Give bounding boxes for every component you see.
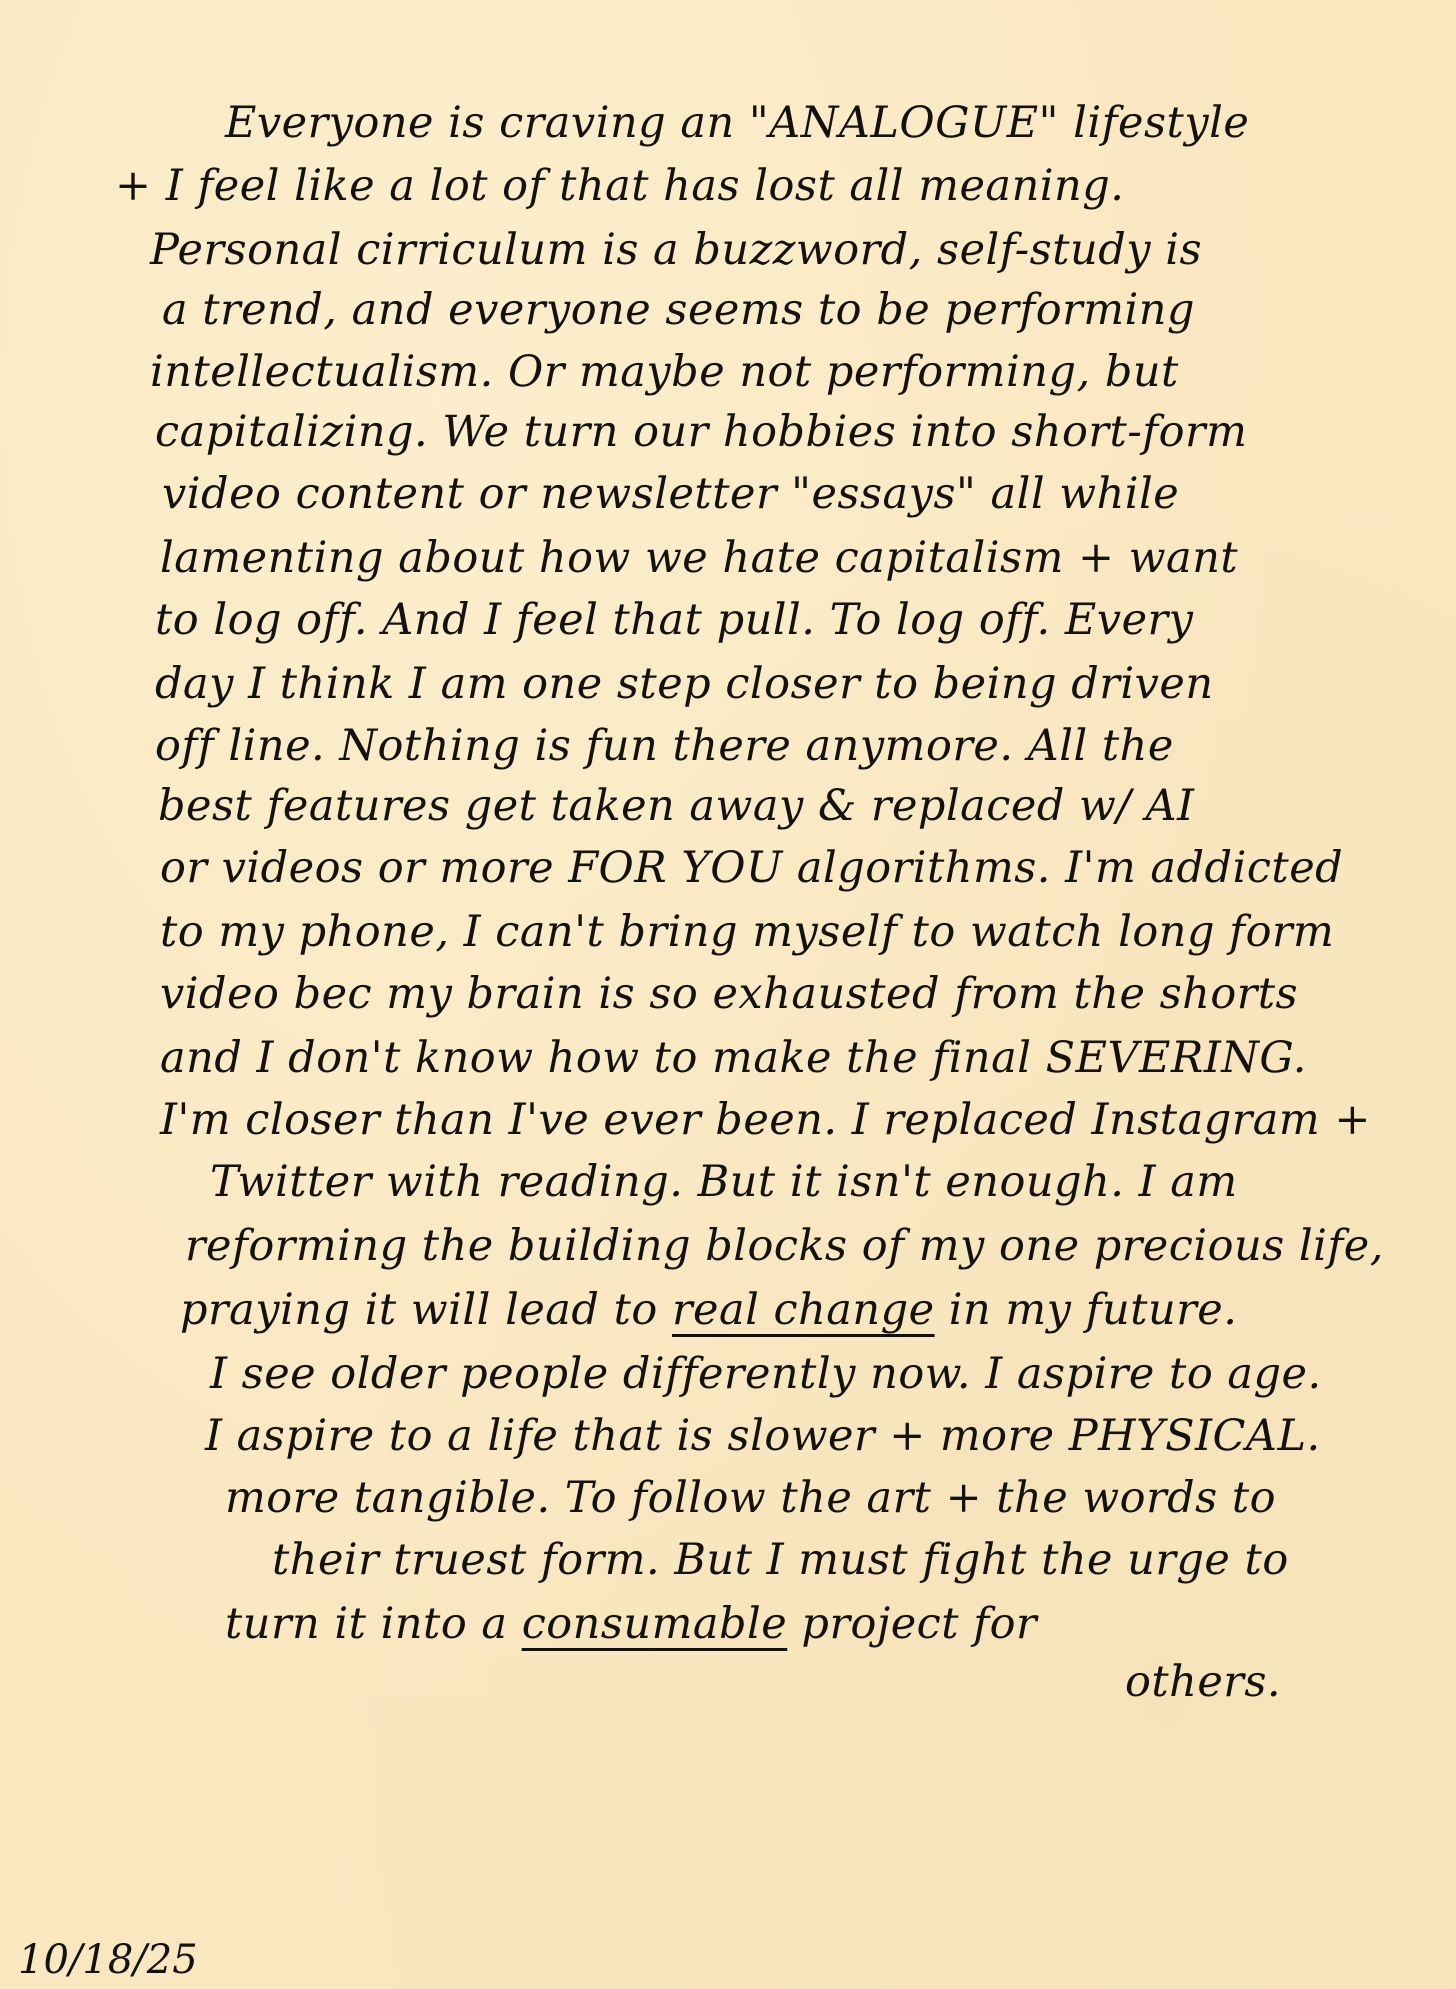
- journal-line: Everyone is craving an "ANALOGUE" lifestyle: [225, 98, 1250, 148]
- journal-line: day I think I am one step closer to being driven: [155, 659, 1214, 709]
- journal-line: I see older people differently now. I aspire to age.: [210, 1349, 1322, 1399]
- entry-date: 10/18/25: [18, 1937, 198, 1983]
- journal-line: video bec my brain is so exhausted from the shorts: [160, 969, 1299, 1019]
- journal-line: or videos or more FOR YOU algorithms. I'm addicted: [160, 843, 1344, 893]
- journal-line: others.: [1125, 1657, 1282, 1707]
- line-text: turn it into a: [225, 1599, 522, 1649]
- journal-line: [180, 1282, 1237, 1338]
- journal-line: their truest form. But I must fight the urge to: [272, 1535, 1289, 1585]
- journal-line: video content or newsletter "essays" all while: [162, 469, 1180, 519]
- underlined-phrase: real change: [671, 1285, 935, 1335]
- journal-line: I'm closer than I've ever been. I replaced Instagram +: [160, 1095, 1371, 1145]
- journal-line: I aspire to a life that is slower + more PHYSICAL.: [205, 1411, 1321, 1461]
- journal-line: a trend, and everyone seems to be performing: [162, 285, 1195, 335]
- journal-line: lamenting about how we hate capitalism + want: [160, 533, 1239, 583]
- journal-line: off line. Nothing is fun there anymore. All the: [155, 721, 1174, 771]
- line-text: praying it will lead to: [180, 1285, 672, 1335]
- journal-line: capitalizing. We turn our hobbies into short-form: [155, 407, 1248, 457]
- journal-line: + I feel like a lot of that has lost all meaning.: [115, 161, 1125, 211]
- journal-line: intellectualism. Or maybe not performing, but: [150, 347, 1179, 397]
- journal-line: Personal cirriculum is a buzzword, self-study is: [150, 225, 1203, 275]
- underlined-phrase: consumable: [521, 1599, 788, 1649]
- journal-line: to my phone, I can't bring myself to watch long form: [160, 907, 1335, 957]
- line-text: in my future.: [934, 1285, 1238, 1335]
- journal-line: and I don't know how to make the final SEVERING.: [160, 1033, 1307, 1083]
- journal-line: Twitter with reading. But it isn't enough. I am: [210, 1157, 1238, 1207]
- journal-line: best features get taken away & replaced w/ AI: [158, 781, 1195, 831]
- journal-line: [225, 1596, 1037, 1652]
- journal-line: more tangible. To follow the art + the words to: [225, 1473, 1277, 1523]
- journal-line: reforming the building blocks of my one precious life,: [185, 1221, 1384, 1271]
- journal-line: to log off. And I feel that pull. To log off. Every: [155, 595, 1194, 645]
- line-text: project for: [787, 1599, 1038, 1649]
